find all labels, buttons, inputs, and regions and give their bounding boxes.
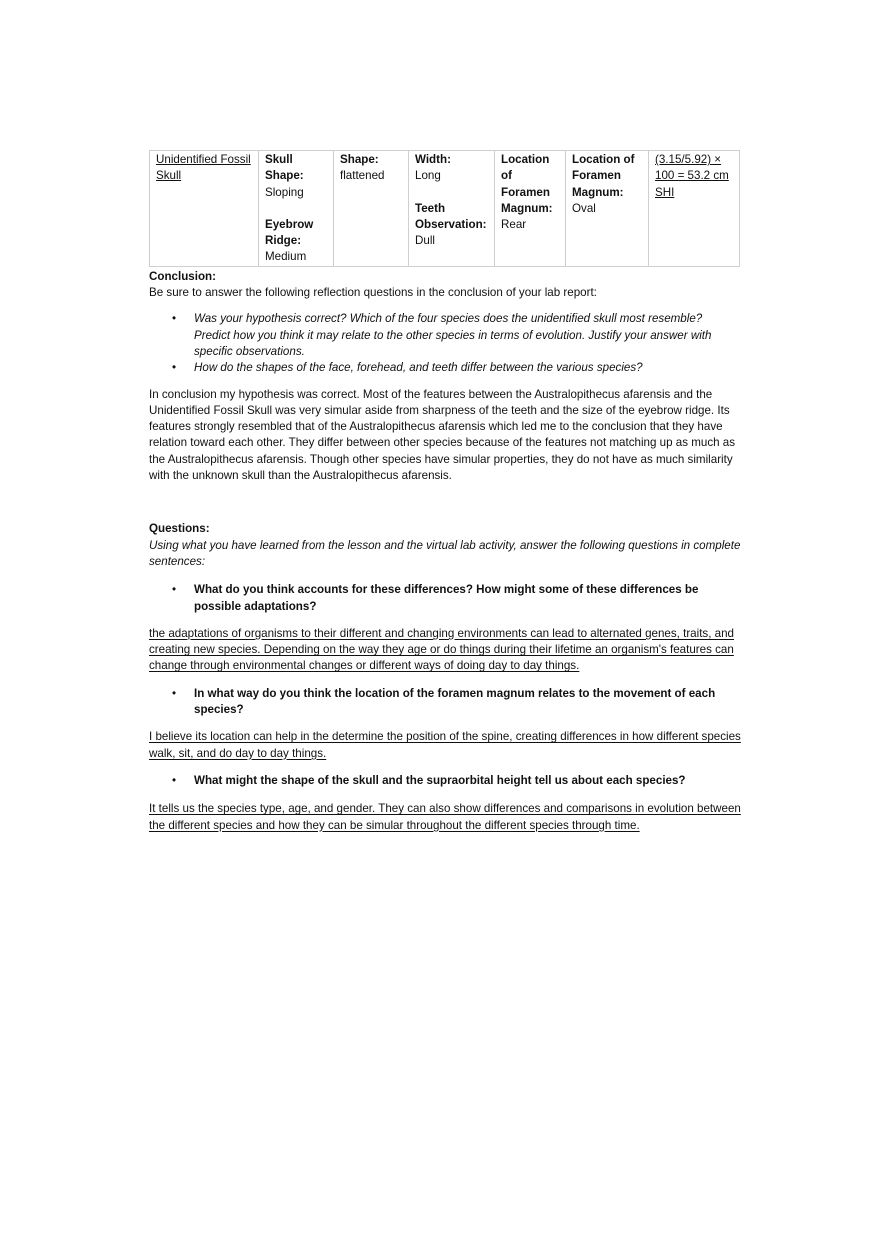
- table-cell-width-teeth: [409, 151, 495, 267]
- bullet-icon: •: [172, 686, 177, 700]
- foramen-location-value: Rear: [501, 218, 527, 232]
- answer-text: I believe its location can help in the determine the position of the spine, creating differences in how different species walk, sit, and do day to day things.: [149, 730, 741, 760]
- list-item: [149, 773, 741, 789]
- foramen-shape-value: Oval: [572, 201, 596, 215]
- foramen-location-label: Location of Foramen Magnum:: [501, 153, 553, 215]
- shape-value: flattened: [340, 169, 385, 183]
- questions-intro: Using what you have learned from the lesson and the virtual lab activity, answer the following questions in complete sentences:: [149, 538, 741, 568]
- list-item: [149, 686, 741, 719]
- list-item: [149, 582, 741, 615]
- questions-heading: Questions:: [149, 522, 210, 536]
- conclusion-heading: Conclusion:: [149, 269, 216, 283]
- reflection-question: How do the shapes of the face, forehead, and teeth differ between the various species?: [194, 361, 643, 375]
- width-label: Width:: [415, 153, 451, 166]
- conclusion-answer: In conclusion my hypothesis was correct. Most of the features between the Australopithecus afarensis and the Unidentified Fossil Skull was very simular aside from sharpness of the teeth and the size of the eyebrow ridge. Its features strongly resembled that of the Australopithecus afarensis which led me to the conclusion that they have relation toward each other. They differ between other species because of the features not matching up as much as the Australopithecus afarensis. Though other species have simular properties, they do not have as much similarity with the unknown skull than the Australopithecus afarensis.: [149, 387, 736, 483]
- specimen-name: Unidentified Fossil Skull: [156, 153, 251, 183]
- teeth-label: Teeth Observation:: [415, 201, 487, 231]
- table-cell-shi: [649, 151, 740, 267]
- list-item: [149, 360, 741, 376]
- shape-label: Shape:: [340, 153, 379, 166]
- shi-formula: (3.15/5.92) × 100 = 53.2 cm: [655, 153, 729, 183]
- table-cell-shape: [334, 151, 409, 267]
- teeth-value: Dull: [415, 234, 435, 248]
- reflection-question: Was your hypothesis correct? Which of the four species does the unidentified skull most resemble? Predict how you think it may relate to the other species in terms of evolution. Justify your answer with specific observations.: [194, 312, 712, 358]
- width-value: Long: [415, 169, 441, 183]
- list-item: [149, 311, 741, 360]
- document-content: [149, 150, 741, 834]
- bullet-icon: •: [172, 361, 177, 375]
- eyebrow-ridge-value: Medium: [265, 250, 307, 264]
- bullet-icon: •: [172, 773, 177, 787]
- answer-text: the adaptations of organisms to their different and changing environments can lead to alternated genes, traits, and creating new species. Depending on the way they age or do things during their lifetime an organism's features can change through environmental changes or different ways of doing day to day things.: [149, 626, 735, 673]
- skull-data-table: [149, 150, 740, 267]
- eyebrow-ridge-label: Eyebrow Ridge:: [265, 217, 314, 248]
- reflection-question-list: [149, 311, 741, 376]
- skull-shape-label: Skull Shape:: [265, 153, 304, 183]
- table-cell-foramen-location: [495, 151, 566, 267]
- bullet-icon: •: [172, 312, 177, 326]
- skull-shape-value: Sloping: [265, 185, 304, 199]
- conclusion-section: [149, 269, 741, 485]
- question-list-1: [149, 582, 741, 615]
- bullet-icon: •: [172, 583, 177, 597]
- question-text: What might the shape of the skull and the supraorbital height tell us about each species?: [194, 773, 686, 787]
- foramen-shape-label: Location of Foramen Magnum:: [572, 153, 635, 199]
- table-cell-foramen-shape: [566, 151, 649, 267]
- questions-section: [149, 521, 741, 833]
- question-list-2: [149, 686, 741, 719]
- question-list-3: [149, 773, 741, 789]
- table-cell-specimen: [150, 151, 259, 267]
- answer-text: It tells us the species type, age, and gender. They can also show differences and comparisons in evolution between the different species and how they can be simular throughout the different species through time.: [149, 802, 741, 832]
- conclusion-intro: Be sure to answer the following reflection questions in the conclusion of your lab report:: [149, 286, 597, 300]
- question-text: In what way do you think the location of the foramen magnum relates to the movement of each species?: [194, 686, 716, 717]
- question-text: What do you think accounts for these differences? How might some of these differences be possible adaptations?: [194, 583, 699, 613]
- table-row: [150, 151, 740, 267]
- shi-unit: SHI: [655, 185, 675, 199]
- table-cell-skull-shape: [259, 151, 334, 267]
